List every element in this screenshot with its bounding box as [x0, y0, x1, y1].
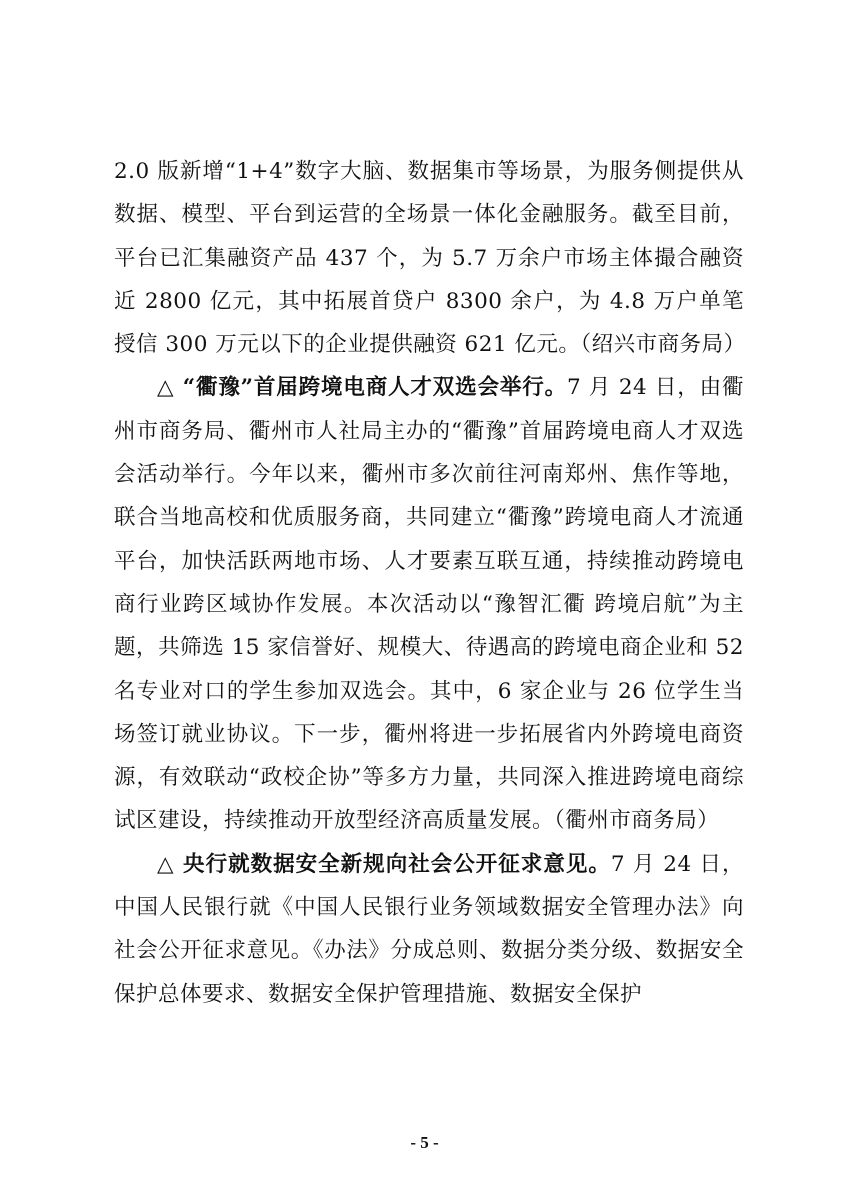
paragraph-heading: △ “衢豫”首届跨境电商人才双选会举行。 [157, 375, 567, 401]
paragraph-quyu-talent-fair [114, 366, 744, 842]
paragraph-pboc-data-security [114, 843, 744, 1016]
paragraph-shaoxing-finance [114, 150, 744, 366]
paragraph-body: 7 月 24 日，中国人民银行就《中国人民银行业务领域数据安全管理办法》向社会公开征求意见。《办法》分成总则、数据分类分级、数据安全保护总体要求、数据安全保护管理措施、数据安全保护 [114, 851, 744, 1007]
paragraph-body: 7 月 24 日，由衢州市商务局、衢州市人社局主办的“衢豫”首届跨境电商人才双选会活动举行。今年以来，衢州市多次前往河南郑州、焦作等地，联合当地高校和优质服务商，共同建立“衢豫”跨境电商人才流通平台，加快活跃两地市场、人才要素互联互通，持续推动跨境电商行业跨区域协作发展。本次活动以“豫智汇衢 跨境启航”为主题，共筛选 15 家信誉好、规模大、待遇高的跨境电商企业和 52 名专业对口的学生参加双选会。其中，6 家企业与 26 位学生当场签订就业协议。下一步，衢州将进一步拓展省内外跨境电商资源，有效联动“政校企协”等多方力量，共同深入推进跨境电商综试区建设，持续推动开放型经济高质量发展。（衢州市商务局） [114, 375, 744, 834]
document-body [114, 150, 744, 1016]
paragraph-heading: △ 央行就数据安全新规向社会公开征求意见。 [157, 851, 611, 877]
page-number: - 5 - [410, 1133, 439, 1152]
paragraph-body: 2.0 版新增“1+4”数字大脑、数据集市等场景，为服务侧提供从数据、模型、平台到运营的全场景一体化金融服务。截至目前，平台已汇集融资产品 437 个，为 5.7 万余户市场主体撮合融资近 2800 亿元，其中拓展首贷户 8300 余户，为 4.8 万户单笔授信 300 万元以下的企业提供融资 621 亿元。（绍兴市商务局） [114, 159, 746, 358]
